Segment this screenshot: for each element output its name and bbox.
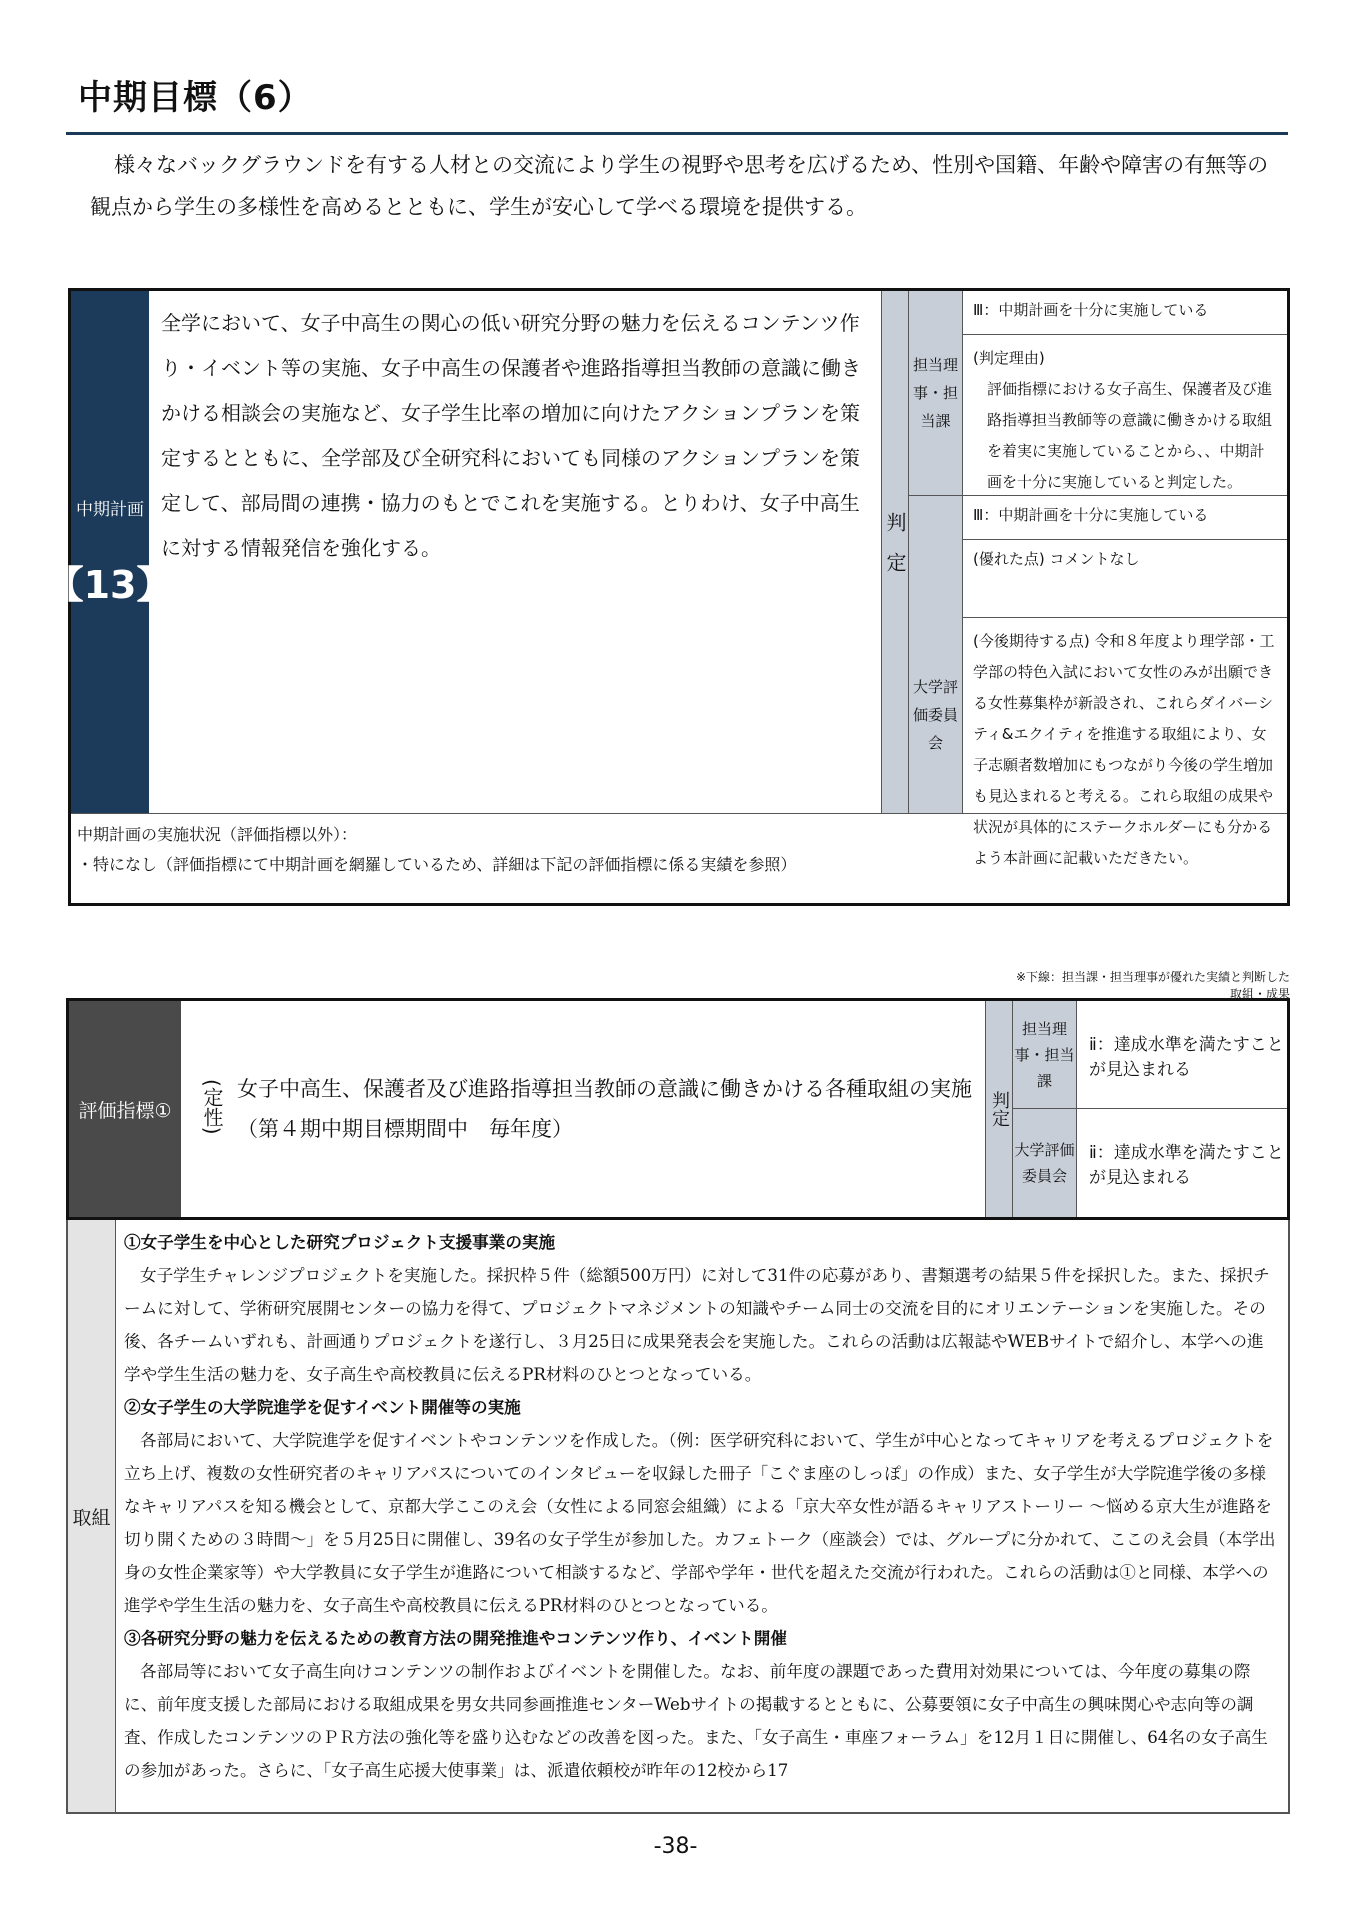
eval-text-1: 女子中高生、保護者及び進路指導担当教師の意識に働きかける各種取組の実施 bbox=[237, 1077, 972, 1101]
eval-rating-2: ⅱ：達成水準を満たすことが見込まれる bbox=[1089, 1143, 1284, 1188]
plan-label-text: 中期計画 bbox=[76, 500, 144, 520]
plan-excellent: (優れた点) コメントなし bbox=[963, 540, 1287, 618]
eval-text-2: （第４期中期目標期間中 毎年度） bbox=[237, 1117, 573, 1141]
plan-rating-1: Ⅲ：中期計画を十分に実施している bbox=[963, 291, 1287, 335]
torikumi-para-2: 各部局において、大学院進学を促すイベントやコンテンツを作成した。（例：医学研究科において、学生が中心となってキャリアを考えるプロジェクトを立ち上げ、複数の女性研究者のキャリアパスについてのインタビューを収録した冊子「こぐま座のしっぽ」の作成）また、女子学生が大学院進学後の多様なキャリアパスを知る機会として、京都大学ここのえ会（女性による同窓会組織）による「京大卒女性が語るキャリアストーリー ～悩める京大生が進路を切り開くための３時間～」を５月25日に開催し、39名の女子学生が参加した。カフェトーク（座談会）では、グループに分かれて、ここのえ会員（本学出身の女性企業家等）や大学教員に女子学生が進路について相談するなど、学部や学年・世代を超えた交流が行われた。これらの活動は①と同様、本学への進学や学生生活の魅力を、女子高生や高校教員に伝えるPR材料のひとつとなっている。 bbox=[124, 1431, 1276, 1615]
torikumi-heading-3: ③各研究分野の魅力を伝えるための教育方法の開発推進やコンテンツ作り、イベント開催 bbox=[124, 1628, 787, 1648]
eval-text bbox=[237, 1069, 972, 1149]
eval-main bbox=[181, 1001, 985, 1217]
plan-implementation bbox=[71, 813, 1287, 903]
plan-expect: (今後期待する点) 令和８年度より理学部・工学部の特色入試において女性のみが出願できる女性募集枠が新設され、これらダイバーシティ&エクイティを推進する取組により、女子志願者数増加にもつながり今後の学生増加も見込まれると考える。これら取組の成果や状況が具体的にステークホルダーにも分かるよう本計画に記載いただきたい。 bbox=[973, 632, 1275, 867]
eval-type-text: (定性) bbox=[200, 1079, 224, 1135]
plan-judge-label bbox=[881, 291, 909, 813]
eval-type bbox=[195, 1079, 229, 1139]
torikumi-body bbox=[118, 1220, 1288, 1812]
plan-who-committee: 大学評価委員会 bbox=[909, 496, 963, 813]
torikumi-para-3: 各部局等において女子高生向けコンテンツの制作およびイベントを開催した。なお、前年度の課題であった費用対効果については、今年度の募集の際に、前年度支援した部局における取組成果を男女共同参画推進センターWebサイトの掲載するとともに、公募要領に女子中高生の興味関心や志向等の調査、作成したコンテンツのＰＲ方法の強化等を盛り込むなどの改善を図った。また、「女子高生・車座フォーラム」を12月１日に開催し、64名の女子高生の参加があった。さらに、「女子高生応援大使事業」は、派遣依頼校が昨年の12校から17 bbox=[124, 1662, 1268, 1780]
reason-text: 評価指標における女子高生、保護者及び進路指導担当教師等の意識に働きかける取組を着実に実施していることから、、中期計画を十分に実施していると判定した。 bbox=[987, 380, 1273, 491]
eval-label: 評価指標① bbox=[69, 1001, 181, 1217]
plan-text: 全学において、女子中高生の関心の低い研究分野の魅力を伝えるコンテンツ作り・イベント等の実施、女子中高生の保護者や進路指導担当教師の意識に働きかける相談会の実施など、女子学生比率の増加に向けたアクションプランを策定するとともに、全学部及び全研究科においても同様のアクションプランを策定して、部局間の連携・協力のもとでこれを実施する。とりわけ、女子中高生に対する情報発信を強化する。 bbox=[161, 311, 861, 560]
plan-label bbox=[45, 291, 175, 813]
plan-box bbox=[45, 288, 1290, 906]
plan-number: 【13】 bbox=[45, 563, 175, 607]
eval-judge-text: 判定 bbox=[989, 1091, 1010, 1127]
torikumi-heading-2: ②女子学生の大学院進学を促すイベント開催等の実施 bbox=[124, 1397, 521, 1417]
eval-judge-label bbox=[985, 1001, 1013, 1217]
page-title: 中期目標（6） bbox=[78, 78, 313, 118]
eval-who-committee: 大学評価委員会 bbox=[1013, 1109, 1077, 1217]
page-number: -38- bbox=[653, 1834, 698, 1859]
title-divider bbox=[66, 132, 1288, 135]
intro-text: 様々なバックグラウンドを有する人材との交流により学生の視野や思考を広げるため、性別や国籍、年齢や障害の有無等の観点から学生の多様性を高めるとともに、学生が安心して学べる環境を提供する。 bbox=[90, 153, 1269, 219]
eval-rating-1: ⅱ：達成水準を満たすことが見込まれる bbox=[1077, 1001, 1287, 1109]
eval-who-director: 担当理事・担当課 bbox=[1013, 1001, 1077, 1109]
torikumi-para-1: 女子学生チャレンジプロジェクトを実施した。採択枠５件（総額500万円）に対して31件の応募があり、書類選考の結果５件を採択した。また、採択チームに対して、学術研究展開センターの協力を得て、プロジェクトマネジメントの知識やチーム同士の交流を目的にオリエンテーションを実施した。その後、各チームいずれも、計画通りプロジェクトを遂行し、３月25日に成果発表会を実施した。これらの活動は広報誌やWEBサイトで紹介し、本学への進学や学生生活の魅力を、女子高生や高校教員に伝えるPR材料のひとつとなっている。 bbox=[124, 1266, 1270, 1384]
torikumi-heading-1: ①女子学生を中心とした研究プロジェクト支援事業の実施 bbox=[124, 1232, 556, 1252]
impl-label: 中期計画の実施状況（評価指標以外）： bbox=[77, 825, 358, 844]
plan-who-director: 担当理事・担当課 bbox=[909, 291, 963, 496]
torikumi-label: 取組 bbox=[68, 1220, 116, 1812]
plan-rating-2: Ⅲ：中期計画を十分に実施している bbox=[963, 496, 1287, 540]
underline-note: ※下線：担当課・担当理事が優れた実績と判断した取組・成果 bbox=[1015, 970, 1290, 1001]
torikumi-box bbox=[66, 1220, 1290, 1814]
plan-reason bbox=[963, 335, 1287, 496]
judge-label-text: 判定 bbox=[883, 512, 907, 592]
impl-text: ・特になし（評価指標にて中期計画を網羅しているため、詳細は下記の評価指標に係る実績を参照） bbox=[77, 855, 797, 874]
reason-label: (判定理由) bbox=[973, 349, 1045, 367]
eval-box bbox=[66, 998, 1290, 1220]
